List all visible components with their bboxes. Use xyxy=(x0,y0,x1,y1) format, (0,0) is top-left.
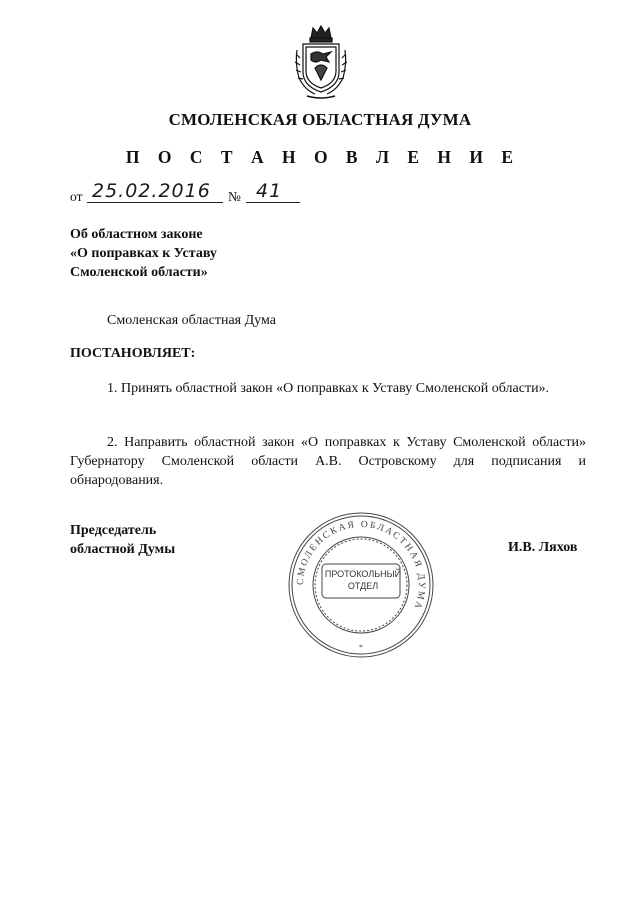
number-label: № xyxy=(228,189,241,204)
resolves-heading: ПОСТАНОВЛЯЕТ: xyxy=(70,346,196,361)
from-label: от xyxy=(70,189,83,204)
preamble: Смоленская областная Дума xyxy=(107,313,276,328)
signatory-title-line: областной Думы xyxy=(70,542,176,557)
subject-line: Смоленской области» xyxy=(70,265,208,280)
svg-text:*: * xyxy=(359,643,363,652)
signatory-title-line: Председатель xyxy=(70,523,157,538)
organization-title: СМОЛЕНСКАЯ ОБЛАСТНАЯ ДУМА xyxy=(168,110,472,129)
subject-line: Об областном законе xyxy=(70,227,203,242)
stamp-center-text xyxy=(320,568,406,592)
document-subject xyxy=(70,225,217,282)
stamp-center-line: ПРОТОКОЛЬНЫЙ xyxy=(324,569,402,579)
subject-line: «О поправках к Уставу xyxy=(70,246,217,261)
signatory-name: И.В. Ляхов xyxy=(508,540,578,555)
signatory-title xyxy=(70,521,175,559)
stamp-center-line: ОТДЕЛ xyxy=(347,581,379,591)
stamp-ring-text: СМОЛЕНСКАЯ ОБЛАСТНАЯ ДУМА xyxy=(295,519,427,612)
handwritten-number: 41 xyxy=(256,180,283,202)
document-type-title: П О С Т А Н О В Л Е Н И Е xyxy=(125,147,521,167)
resolution-item-1: 1. Принять областной закон «О поправках к Уставу Смоленской области». xyxy=(107,381,550,396)
coat-of-arms-icon xyxy=(293,24,349,100)
date-underline xyxy=(87,202,223,203)
handwritten-date: 25.02.2016 xyxy=(92,180,211,202)
number-underline xyxy=(246,202,300,203)
resolution-item-2: 2. Направить областной закон «О поправках к Уставу Смоленской области» Губернатору Смоленской области А.В. Островскому для подписания и обнародования. xyxy=(70,435,586,488)
